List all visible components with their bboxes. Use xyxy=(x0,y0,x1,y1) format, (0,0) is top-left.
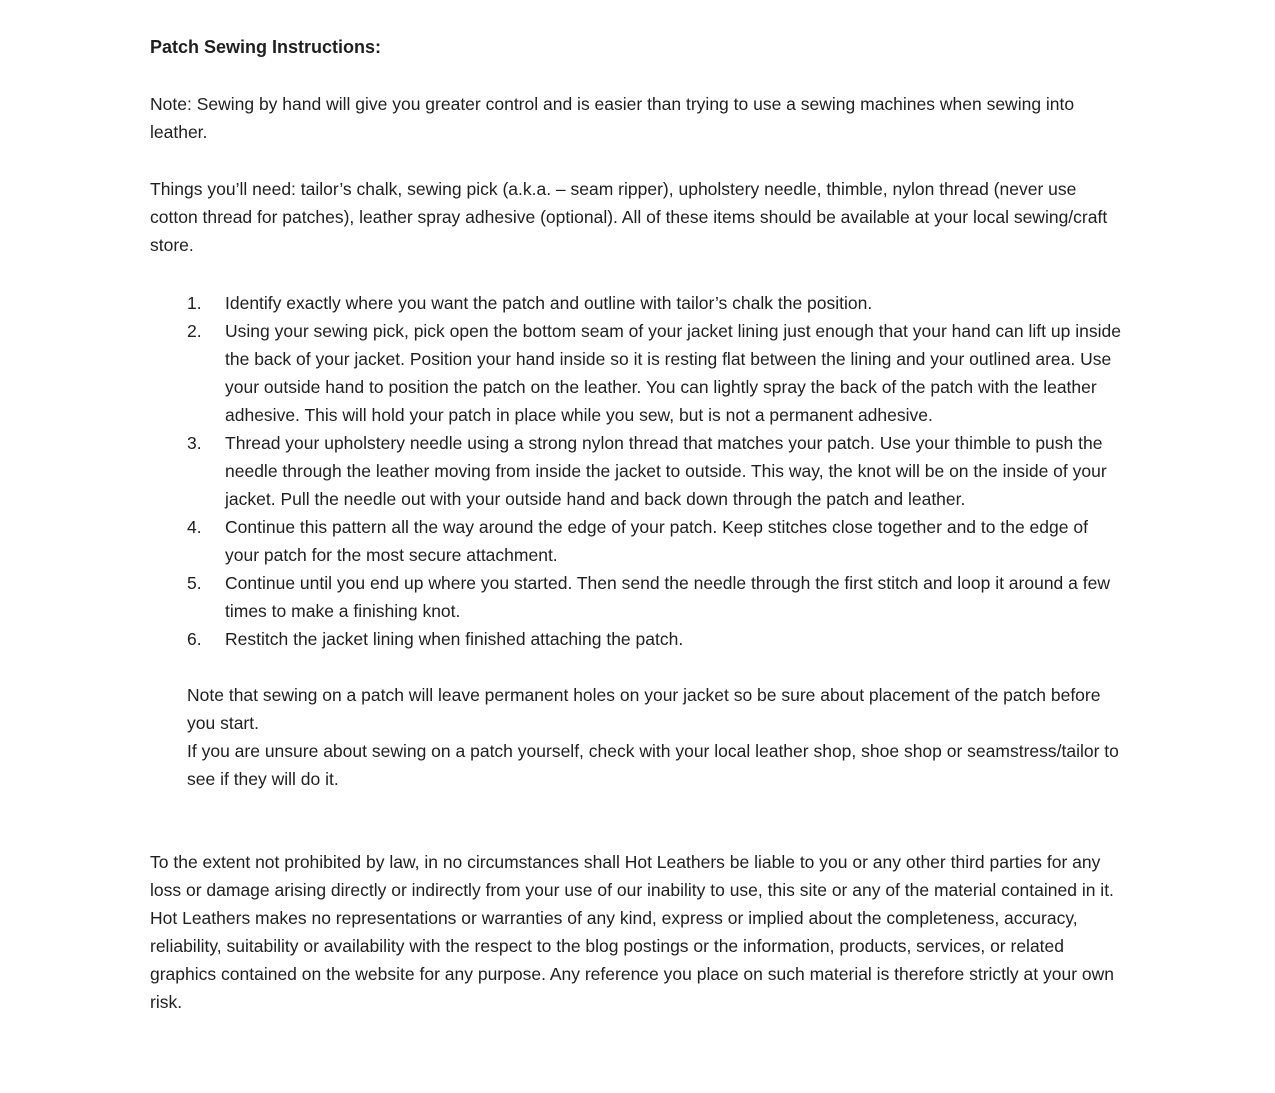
supplies-needed-paragraph: Things you’ll need: tailor’s chalk, sewing pick (a.k.a. – seam ripper), upholstery needle, thimble, nylon thread (never use cotton thread for patches), leather spray adhesive (optional). All of these items should be available at your local sewing/craft store. xyxy=(150,179,1108,255)
step-item-1: Identify exactly where you want the patch and outline with tailor’s chalk the position. xyxy=(225,293,873,313)
hand-sewing-note-paragraph: Note: Sewing by hand will give you greater control and is easier than trying to use a sewing machines when sewing into leather. xyxy=(150,94,1075,142)
step-item-2: Using your sewing pick, pick open the bottom seam of your jacket lining just enough that your hand can lift up inside the back of your jacket. Position your hand inside so it is resting flat between the lining and your outlined area. Use your outside hand to position the patch on the leather. You can lightly spray the back of the patch with the leather adhesive. This will hold your patch in place while you sew, but is not a permanent adhesive. xyxy=(225,321,1121,425)
liability-disclaimer-paragraph: To the extent not prohibited by law, in no circumstances shall Hot Leathers be liable to you or any other third parties for any loss or damage arising directly or indirectly from your use of our inability to use, this site or any of the material contained in it. Hot Leathers makes no representations or warranties of any kind, express or implied about the completeness, accuracy, reliability, suitability or availability with the respect to the blog postings or the information, products, services, or related graphics contained on the website for any purpose. Any reference you place on such material is therefore strictly at your own risk. xyxy=(150,852,1114,1012)
permanent-holes-note-paragraph: Note that sewing on a patch will leave permanent holes on your jacket so be sure about placement of the patch before you start. xyxy=(187,685,1101,733)
step-item-3: Thread your upholstery needle using a strong nylon thread that matches your patch. Use your thimble to push the needle through the leather moving from inside the jacket to outside. This way, the knot will be on the inside of your jacket. Pull the needle out with your outside hand and back down through the patch and leather. xyxy=(225,433,1107,509)
sewing-steps-list xyxy=(150,289,1125,653)
unsure-advice-paragraph: If you are unsure about sewing on a patch yourself, check with your local leather shop, shoe shop or seamstress/tailor to see if they will do it. xyxy=(187,741,1119,789)
section-spacer xyxy=(150,793,1125,848)
step-item-5: Continue until you end up where you started. Then send the needle through the first stitch and loop it around a few times to make a finishing knot. xyxy=(225,573,1110,621)
step-item-6: Restitch the jacket lining when finished attaching the patch. xyxy=(225,629,684,649)
document-title: Patch Sewing Instructions: xyxy=(150,37,382,57)
step-item-4: Continue this pattern all the way around the edge of your patch. Keep stitches close together and to the edge of your patch for the most secure attachment. xyxy=(225,517,1088,565)
